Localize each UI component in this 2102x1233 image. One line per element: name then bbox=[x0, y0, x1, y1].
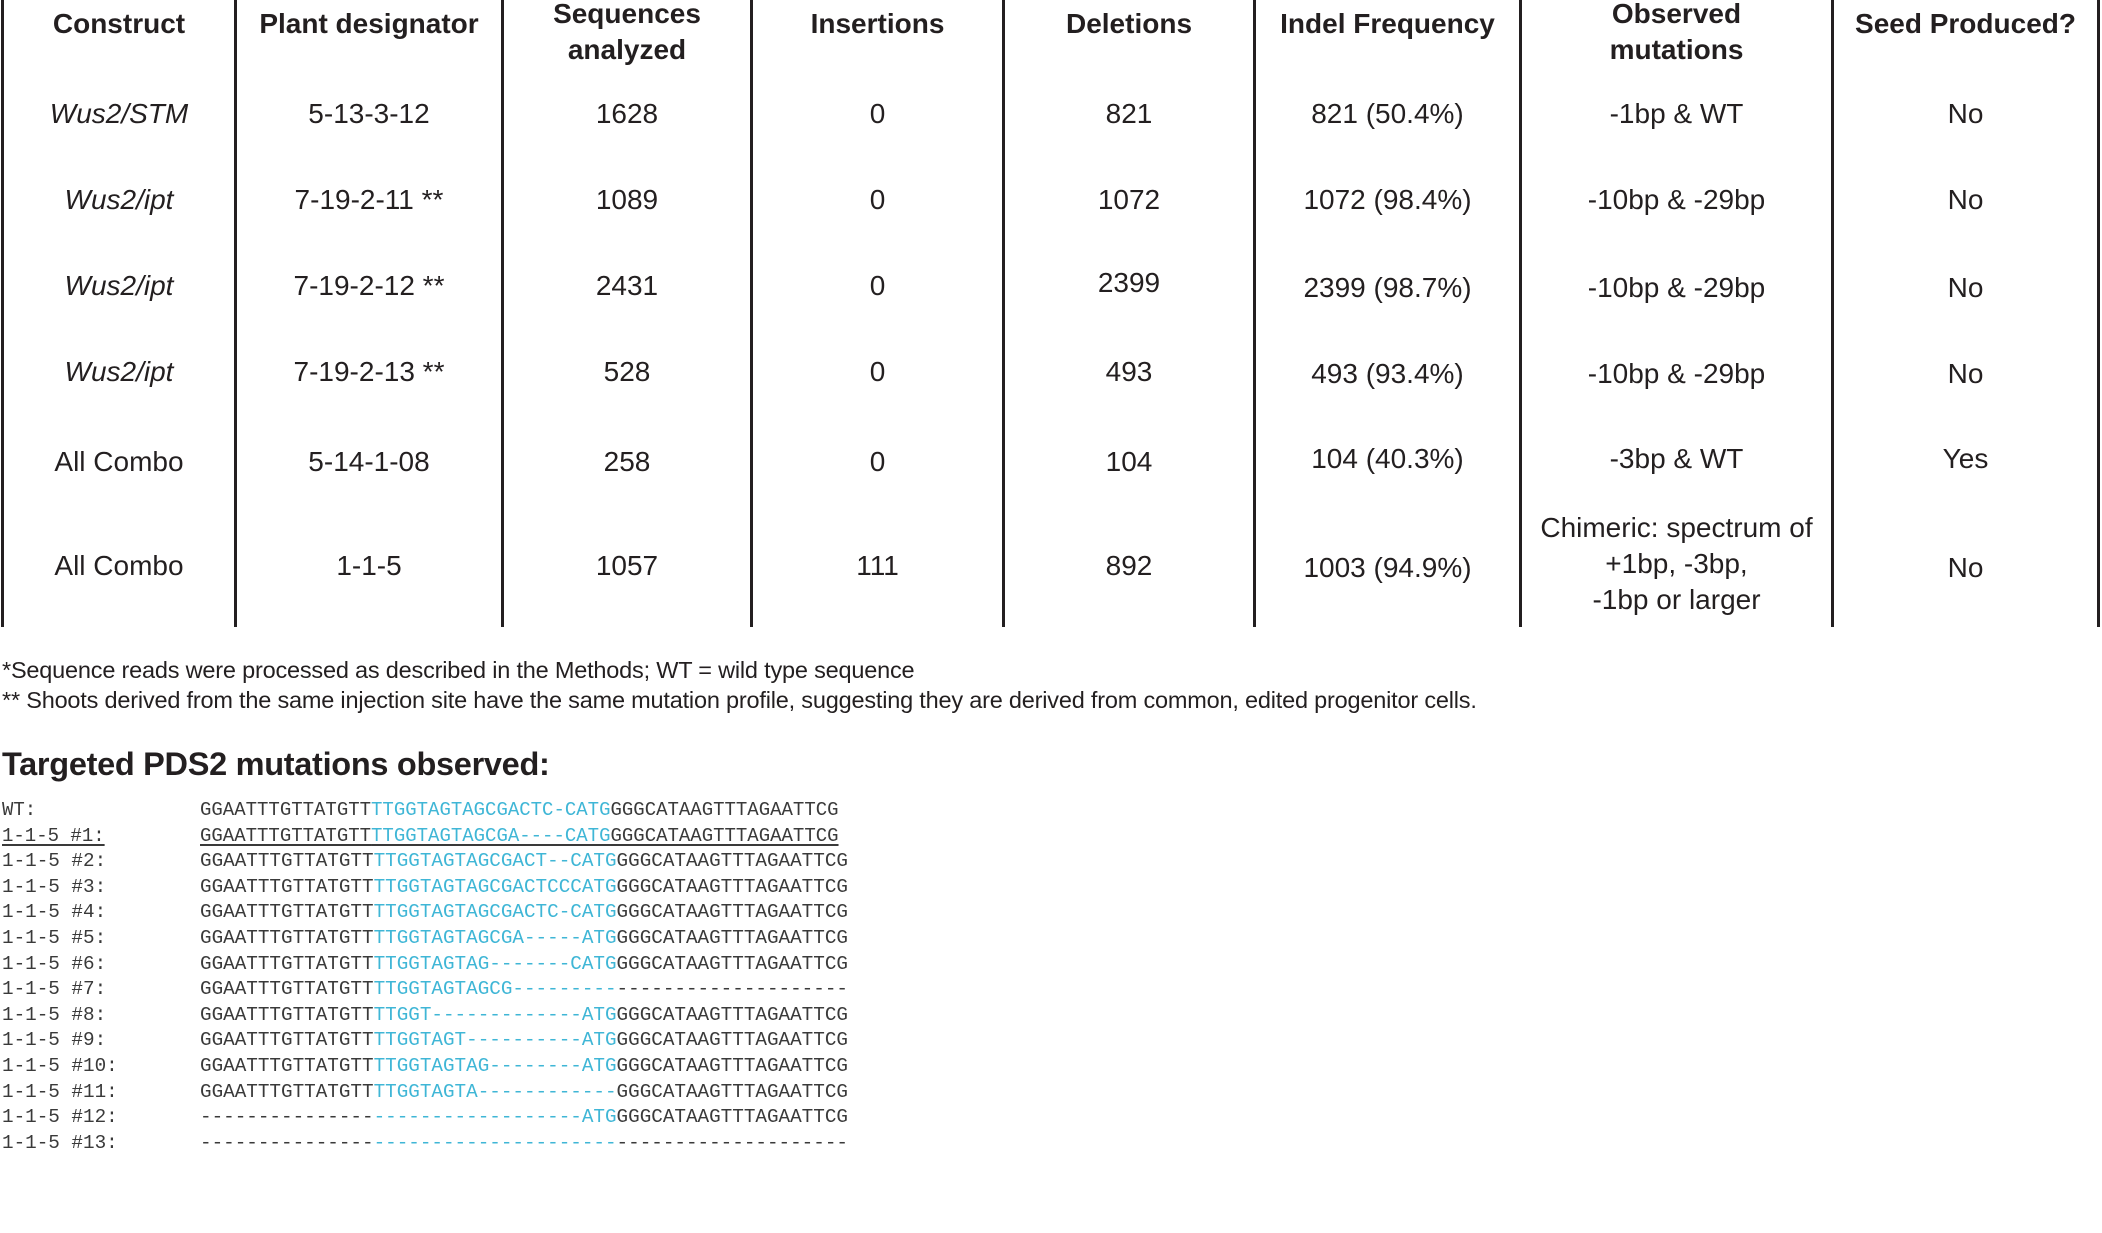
header-label-line2: mutations bbox=[1609, 34, 1744, 65]
cell-sequences-analyzed: 258 bbox=[603, 446, 651, 477]
cell-seed-produced: No bbox=[1947, 358, 1984, 389]
header-plant-designator bbox=[237, 0, 501, 48]
cell-indel-frequency: 1072 (98.4%) bbox=[1303, 184, 1472, 215]
mutation-line: +1bp, -3bp, bbox=[1605, 548, 1748, 579]
alignment-row bbox=[2, 849, 848, 875]
cell-deletions: 821 bbox=[1105, 98, 1153, 129]
header-construct bbox=[4, 0, 234, 48]
cell-construct: Wus2/ipt bbox=[64, 270, 174, 301]
header-label-line2: analyzed bbox=[567, 34, 687, 65]
alignment-row bbox=[2, 977, 848, 1003]
cell-sequences-analyzed: 1057 bbox=[595, 550, 659, 581]
header-deletions bbox=[1005, 0, 1253, 48]
cell-indel-frequency: 493 (93.4%) bbox=[1311, 358, 1464, 389]
cell-insertions: 0 bbox=[869, 356, 886, 387]
cell-plant-designator: 5-14-1-08 bbox=[308, 446, 430, 477]
cell-deletions: 2399 bbox=[1097, 267, 1161, 298]
flank-left: GGAATTTGTTATGTT bbox=[200, 875, 374, 898]
alignment-label: 1-1-5 #3: bbox=[2, 875, 107, 898]
flank-right: GGGCATAAGTTTAGAATTCG bbox=[616, 1003, 848, 1026]
alignment-label: 1-1-5 #11: bbox=[2, 1080, 118, 1103]
target-site: TTGGTAGTA------------ bbox=[373, 1080, 617, 1103]
cell-indel-frequency: 2399 (98.7%) bbox=[1303, 272, 1472, 303]
cell-sequences-analyzed: 1628 bbox=[595, 98, 659, 129]
alignment-row bbox=[2, 1080, 848, 1106]
flank-left: GGAATTTGTTATGTT bbox=[200, 1029, 374, 1052]
cell-seed-produced: No bbox=[1947, 552, 1984, 583]
cell-insertions: 0 bbox=[869, 184, 886, 215]
flank-right: GGGCATAAGTTTAGAATTCG bbox=[616, 952, 848, 975]
cell-insertions: 0 bbox=[869, 98, 886, 129]
cell-plant-designator: 1-1-5 bbox=[336, 550, 402, 581]
header-observed-mutations bbox=[1522, 0, 1831, 68]
alignment-label: 1-1-5 #7: bbox=[2, 978, 107, 1001]
flank-right: -------------------- bbox=[616, 978, 848, 1001]
cell-observed-mutations: -10bp & -29bp bbox=[1587, 272, 1766, 303]
alignment-sequence bbox=[200, 1105, 848, 1131]
alignment-sequence bbox=[200, 1003, 848, 1029]
alignment-row bbox=[2, 900, 848, 926]
cell-plant-designator: 7-19-2-12 ** bbox=[293, 270, 445, 301]
mutation-line: -1bp or larger bbox=[1592, 584, 1761, 615]
target-site: ------------------ATG bbox=[373, 1106, 617, 1129]
flank-right: GGGCATAAGTTTAGAATTCG bbox=[616, 901, 848, 924]
alignment-row bbox=[2, 1105, 848, 1131]
target-site: TTGGTAGTAGCGACTC-CATG bbox=[373, 901, 617, 924]
cell-construct: All Combo bbox=[54, 446, 184, 477]
flank-left: --------------- bbox=[200, 1106, 374, 1129]
cell-sequences-analyzed: 1089 bbox=[595, 184, 659, 215]
alignment-row bbox=[2, 1131, 848, 1157]
alignment-label: 1-1-5 #2: bbox=[2, 850, 107, 873]
header-label: Deletions bbox=[1065, 8, 1193, 39]
alignment-label: 1-1-5 #9: bbox=[2, 1029, 107, 1052]
flank-right: GGGCATAAGTTTAGAATTCG bbox=[616, 1080, 848, 1103]
alignment-sequence bbox=[200, 824, 839, 850]
cell-deletions: 892 bbox=[1105, 550, 1153, 581]
alignment-sequence bbox=[200, 900, 848, 926]
alignment-label: 1-1-5 #5: bbox=[2, 927, 107, 949]
alignment-sequence bbox=[200, 849, 848, 875]
flank-left: GGAATTTGTTATGTT bbox=[200, 799, 372, 821]
target-site: TTGGTAGTAGCGACTCCCATG bbox=[373, 875, 617, 898]
cell-observed-mutations: -1bp & WT bbox=[1609, 98, 1744, 129]
cell-indel-frequency: 1003 (94.9%) bbox=[1303, 552, 1472, 583]
target-site: TTGGTAGTAGCGA----CATG bbox=[371, 824, 611, 847]
flank-right: -------------------- bbox=[616, 1131, 848, 1154]
cell-indel-frequency: 104 (40.3%) bbox=[1311, 443, 1464, 474]
target-site: TTGGT-------------ATG bbox=[373, 1003, 617, 1026]
alignment-row bbox=[2, 824, 839, 850]
flank-left: GGAATTTGTTATGTT bbox=[200, 1003, 374, 1026]
header-label: Construct bbox=[52, 8, 186, 39]
flank-left: GGAATTTGTTATGTT bbox=[200, 1080, 374, 1103]
cell-plant-designator: 7-19-2-11 ** bbox=[294, 184, 444, 215]
header-label-line1: Sequences bbox=[553, 0, 701, 29]
section-title: Targeted PDS2 mutations observed: bbox=[2, 746, 550, 782]
alignment-row bbox=[2, 952, 848, 978]
target-site: TTGGTAGTAGCGACTC-CATG bbox=[371, 799, 611, 821]
cell-insertions: 0 bbox=[869, 270, 886, 301]
cell-seed-produced: No bbox=[1947, 272, 1984, 303]
target-site: TTGGTAGTAGCGA-----ATG bbox=[373, 927, 617, 949]
alignment-sequence bbox=[200, 977, 848, 1003]
cell-seed-produced: No bbox=[1947, 184, 1984, 215]
alignment-row-wt bbox=[2, 798, 839, 824]
target-site: TTGGTAGTAG--------ATG bbox=[373, 1055, 617, 1077]
header-label: Insertions bbox=[810, 8, 945, 39]
alignment-sequence bbox=[200, 1131, 848, 1157]
target-site: TTGGTAGTAGCG--------- bbox=[373, 978, 617, 1001]
mutation-line: Chimeric: spectrum of bbox=[1540, 512, 1813, 543]
flank-left: GGAATTTGTTATGTT bbox=[200, 824, 372, 847]
header-sequences-analyzed bbox=[504, 0, 750, 68]
cell-construct: Wus2/STM bbox=[49, 98, 189, 129]
header-label: Indel Frequency bbox=[1280, 8, 1495, 39]
alignment-row bbox=[2, 875, 848, 901]
header-label: Seed Produced? bbox=[1855, 8, 2076, 39]
alignment-label: 1-1-5 #12: bbox=[2, 1106, 118, 1129]
cell-insertions: 0 bbox=[869, 446, 886, 477]
alignment-label: 1-1-5 #1: bbox=[2, 824, 105, 847]
flank-right: GGGCATAAGTTTAGAATTCG bbox=[616, 1106, 848, 1129]
alignment-sequence bbox=[200, 1054, 848, 1080]
alignment-sequence bbox=[200, 798, 839, 824]
flank-left: GGAATTTGTTATGTT bbox=[200, 978, 374, 1001]
cell-observed-mutations: -10bp & -29bp bbox=[1587, 358, 1766, 389]
flank-right: GGGCATAAGTTTAGAATTCG bbox=[616, 1029, 848, 1052]
flank-left: GGAATTTGTTATGTT bbox=[200, 1055, 374, 1077]
flank-right: GGGCATAAGTTTAGAATTCG bbox=[616, 1055, 848, 1077]
alignment-sequence bbox=[200, 952, 848, 978]
cell-deletions: 493 bbox=[1105, 356, 1153, 387]
cell-deletions: 104 bbox=[1105, 446, 1153, 477]
flank-left: --------------- bbox=[200, 1131, 374, 1154]
alignment-row bbox=[2, 926, 848, 952]
cell-seed-produced: No bbox=[1947, 98, 1984, 129]
alignment-sequence bbox=[200, 926, 848, 952]
alignment-sequence bbox=[200, 1080, 848, 1106]
alignment-row bbox=[2, 1054, 848, 1080]
alignment-label: 1-1-5 #10: bbox=[2, 1055, 118, 1077]
flank-right: GGGCATAAGTTTAGAATTCG bbox=[610, 799, 839, 821]
alignment-row bbox=[2, 1028, 848, 1054]
footnote-shoots: ** Shoots derived from the same injection site have the same mutation profile, suggesting they are derived from common, edited progenitor cells. bbox=[2, 687, 1477, 713]
flank-left: GGAATTTGTTATGTT bbox=[200, 901, 374, 924]
cell-observed-mutations: -3bp & WT bbox=[1609, 443, 1744, 474]
alignment-label: 1-1-5 #4: bbox=[2, 901, 107, 924]
flank-right: GGGCATAAGTTTAGAATTCG bbox=[616, 927, 848, 949]
flank-left: GGAATTTGTTATGTT bbox=[200, 952, 374, 975]
alignment-label: WT: bbox=[2, 799, 37, 821]
target-site: --------------------- bbox=[373, 1131, 617, 1154]
alignment-sequence bbox=[200, 1028, 848, 1054]
cell-seed-produced: Yes bbox=[1942, 443, 1989, 474]
alignment-label: 1-1-5 #13: bbox=[2, 1131, 118, 1154]
cell-construct: All Combo bbox=[54, 550, 184, 581]
header-label-line1: Observed bbox=[1611, 0, 1742, 29]
cell-observed-mutations bbox=[1522, 509, 1831, 619]
header-label: Plant designator bbox=[259, 8, 479, 39]
cell-indel-frequency: 821 (50.4%) bbox=[1311, 98, 1464, 129]
cell-deletions: 1072 bbox=[1097, 184, 1161, 215]
table-border-right bbox=[2097, 0, 2100, 627]
cell-observed-mutations: -10bp & -29bp bbox=[1587, 184, 1766, 215]
alignment-sequence bbox=[200, 875, 848, 901]
flank-right: GGGCATAAGTTTAGAATTCG bbox=[610, 824, 839, 847]
cell-plant-designator: 5-13-3-12 bbox=[308, 98, 430, 129]
header-seed-produced bbox=[1834, 0, 2097, 48]
flank-left: GGAATTTGTTATGTT bbox=[200, 927, 374, 949]
target-site: TTGGTAGT----------ATG bbox=[373, 1029, 617, 1052]
cell-construct: Wus2/ipt bbox=[64, 184, 174, 215]
target-site: TTGGTAGTAG-------CATG bbox=[373, 952, 617, 975]
alignment-label: 1-1-5 #6: bbox=[2, 952, 107, 975]
flank-left: GGAATTTGTTATGTT bbox=[200, 850, 374, 873]
header-indel-frequency bbox=[1256, 0, 1519, 48]
flank-right: GGGCATAAGTTTAGAATTCG bbox=[616, 850, 848, 873]
cell-sequences-analyzed: 2431 bbox=[595, 270, 659, 301]
flank-right: GGGCATAAGTTTAGAATTCG bbox=[616, 875, 848, 898]
alignment-label: 1-1-5 #8: bbox=[2, 1003, 107, 1026]
cell-sequences-analyzed: 528 bbox=[603, 356, 651, 387]
header-insertions bbox=[753, 0, 1002, 48]
alignment-row bbox=[2, 1003, 848, 1029]
cell-insertions: 111 bbox=[856, 550, 899, 581]
cell-construct: Wus2/ipt bbox=[64, 356, 174, 387]
target-site: TTGGTAGTAGCGACT--CATG bbox=[373, 850, 617, 873]
footnote-methods: *Sequence reads were processed as described in the Methods; WT = wild type sequence bbox=[2, 657, 915, 683]
cell-plant-designator: 7-19-2-13 ** bbox=[293, 356, 445, 387]
